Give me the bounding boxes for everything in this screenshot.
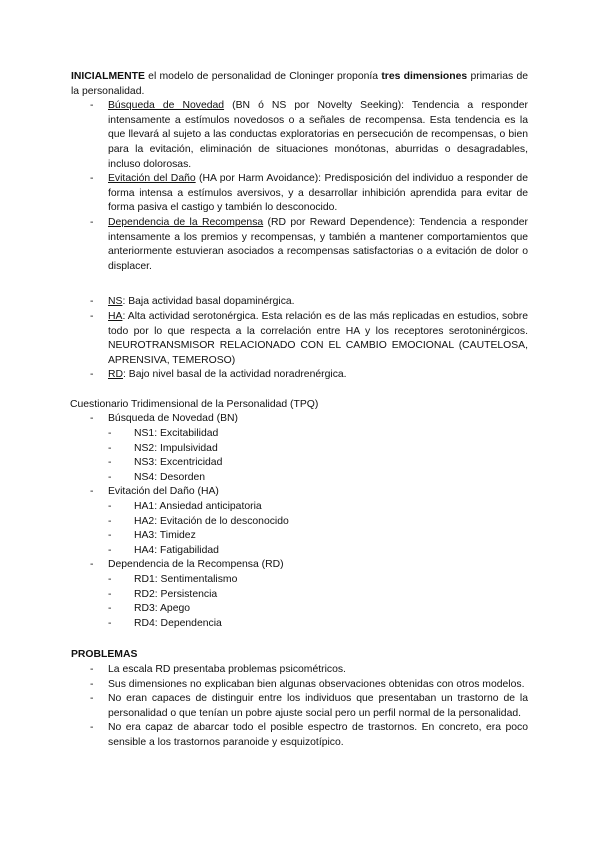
bullet-dash: -	[108, 515, 112, 527]
tpq-subitem-text: NS3: Excentricidad	[134, 457, 223, 469]
bullet-dash: -	[90, 693, 94, 705]
dimensions-list	[71, 99, 528, 274]
bullet-dash: -	[90, 173, 94, 185]
tpq-subitem	[71, 617, 528, 632]
tpq-subitem	[71, 456, 528, 471]
bullet-dash: -	[108, 530, 112, 542]
tpq-subitem	[71, 602, 528, 617]
problems-heading: PROBLEMAS	[71, 649, 138, 661]
tpq-group-label: Dependencia de la Recompensa (RD)	[108, 559, 284, 571]
neuro-list	[71, 295, 528, 383]
bullet-dash: -	[90, 310, 94, 322]
tpq-subitem	[71, 427, 528, 442]
tpq-group-label: Evitación del Daño (HA)	[108, 486, 219, 498]
tpq-subitem-text: RD3: Apego	[134, 603, 191, 615]
bullet-dash: -	[90, 663, 94, 675]
tpq-subitem	[71, 573, 528, 588]
bullet-dash: -	[108, 574, 112, 585]
dimension-term: Búsqueda de Novedad	[108, 100, 225, 112]
dimension-text: (RD por Reward Dependence): Tendencia a responder intensamente a los premios y recompensas, y también a mantener comportamientos que anteriormente estuvieran asociados a recompensas satisfactorias o a evitación de dolor o displacer.	[108, 216, 528, 272]
tpq-subitem-text: RD1: Sentimentalismo	[134, 574, 238, 585]
tpq-subitem	[71, 471, 528, 486]
bullet-dash: -	[90, 413, 94, 425]
problem-text: Sus dimensiones no explicaban bien algunas observaciones obtenidas con otros modelos.	[108, 678, 525, 690]
neuro-text: : Baja actividad basal dopaminérgica.	[122, 296, 295, 308]
bullet-dash: -	[90, 486, 94, 498]
bullet-dash: -	[108, 428, 112, 440]
bullet-dash: -	[90, 216, 94, 228]
dimension-item-ha	[71, 172, 528, 216]
intro-bold-start: INICIALMENTE	[71, 71, 145, 82]
problem-text: La escala RD presentaba problemas psicométricos.	[108, 663, 346, 675]
problem-item	[71, 692, 528, 721]
bullet-dash: -	[90, 559, 94, 571]
tpq-subitem-text: HA4: Fatigabilidad	[134, 544, 219, 556]
tpq-group-label: Búsqueda de Novedad (BN)	[108, 413, 238, 425]
bullet-dash: -	[108, 617, 112, 629]
dimension-item-bn	[71, 99, 528, 172]
tpq-subitem	[71, 588, 528, 603]
tpq-title: Cuestionario Tridimensional de la Personalidad (TPQ)	[70, 398, 319, 410]
tpq-groups	[71, 412, 528, 631]
tpq-subitem	[71, 515, 528, 530]
problem-item	[71, 663, 528, 678]
bullet-dash: -	[108, 501, 112, 513]
tpq-subitem-text: HA2: Evitación de lo desconocido	[134, 515, 289, 527]
bullet-dash: -	[108, 457, 112, 469]
neuro-item-rd	[71, 368, 528, 383]
neuro-term: NS	[108, 296, 123, 308]
bullet-dash: -	[108, 603, 112, 615]
neuro-term: HA	[108, 310, 123, 322]
tpq-subitem-text: NS4: Desorden	[134, 471, 206, 483]
bullet-dash: -	[108, 471, 112, 483]
intro-end: primarias de la personalidad.	[71, 71, 529, 97]
bullet-dash: -	[90, 678, 94, 690]
intro-mid: el modelo de personalidad de Cloninger proponía	[144, 71, 382, 82]
dimension-text: (HA por Harm Avoidance): Predisposición del individuo a responder de forma intensa a estímulos aversivos, y a desarrollar inhibición aprendida para evitar de forma pasiva el castigo y también lo desconocido.	[108, 173, 528, 214]
bullet-dash: -	[90, 100, 94, 112]
bullet-dash: -	[90, 296, 94, 308]
tpq-subitem-text: RD4: Dependencia	[134, 617, 222, 629]
tpq-subitem	[71, 529, 528, 544]
tpq-group-bn	[71, 412, 528, 485]
tpq-group-rd	[71, 558, 528, 631]
dimension-text: (BN ó NS por Novelty Seeking): Tendencia a responder intensamente a estímulos novedosos o a señales de recompensa. Esta tendencia es la que llevará al sujeto a las conductas exploratorias en persecución de recompensas, o bien para la evitación, eliminación de situaciones monótonas, aburridas o desagradables, incluso dolorosas.	[108, 100, 528, 170]
bullet-dash: -	[108, 544, 112, 556]
problems-list	[71, 663, 528, 751]
tpq-group-ha	[71, 485, 528, 558]
problem-text: No era capaz de abarcar todo el posible espectro de trastornos. En concreto, era poco sensible a los trastornos paranoide y esquizotípico.	[108, 722, 528, 748]
problem-text: No eran capaces de distinguir entre los individuos que presentaban un trastorno de la personalidad o que tenían un pobre ajuste social pero un perfil normal de la personalidad.	[108, 693, 528, 719]
tpq-subitems	[71, 500, 528, 558]
tpq-subitem	[71, 442, 528, 457]
intro-paragraph	[71, 70, 528, 99]
problem-item	[71, 721, 528, 750]
tpq-subitem-text: NS1: Excitabilidad	[134, 428, 219, 440]
problem-item	[71, 678, 528, 693]
bullet-dash: -	[108, 588, 112, 600]
document-page	[71, 70, 528, 751]
tpq-subitems	[71, 573, 528, 631]
neuro-text: : Alta actividad serotonérgica. Esta relación es de las más replicadas en estudios, sobre todo por lo que respecta a la correlación entre HA y los receptores serotoninérgicos. NEUROTRANSMISOR RELACIONADO CON EL CAMBIO EMOCIONAL (CAUTELOSA, APRENSIVA, TEMEROSO)	[108, 310, 528, 366]
neuro-item-ha	[71, 310, 528, 368]
dimension-term: Evitación del Daño	[108, 173, 196, 185]
dimension-term: Dependencia de la Recompensa	[108, 216, 264, 228]
tpq-subitem-text: NS2: Impulsividad	[134, 442, 218, 454]
tpq-subitem-text: HA1: Ansiedad anticipatoria	[134, 501, 262, 513]
tpq-subitem-text: HA3: Timidez	[134, 530, 196, 542]
neuro-text: : Bajo nivel basal de la actividad noradrenérgica.	[123, 369, 347, 381]
neuro-item-ns	[71, 295, 528, 310]
dimension-item-rd	[71, 216, 528, 274]
bullet-dash: -	[108, 442, 112, 454]
tpq-subitems	[71, 427, 528, 485]
intro-bold-mid: tres dimensiones	[381, 71, 468, 82]
bullet-dash: -	[90, 369, 94, 381]
bullet-dash: -	[90, 722, 94, 734]
tpq-subitem	[71, 544, 528, 559]
tpq-subitem-text: RD2: Persistencia	[134, 588, 218, 600]
neuro-term: RD	[108, 369, 124, 381]
tpq-subitem	[71, 500, 528, 515]
